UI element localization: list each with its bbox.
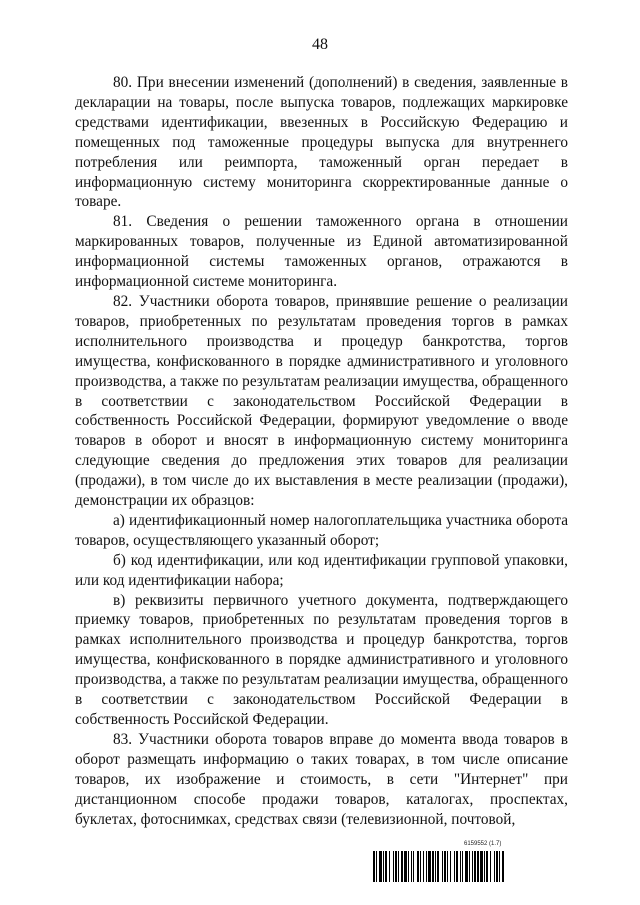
document-code: 6159552 (1.7) — [464, 841, 502, 847]
page-number: 48 — [312, 36, 328, 53]
paragraph-83: 83. Участники оборота товаров вправе до момента ввода товаров в оборот размещать информацию о таких товарах, в том числе описание товаров, их изображение и стоимость, в сети "Интернет" при дистанционном способе продажи товаров, каталогах, проспектах, буклетах, фотоснимках, средствах связи (телевизионной, почтовой, — [75, 730, 568, 828]
list-item-v: в) реквизиты первичного учетного документа, подтверждающего приемку товаров, приобретенных по результатам проведения торгов в рамках исполнительного производства и процедур банкротства, торгов имущества, конфискованного в порядке административного и уголовного производства, а также по результатам реализации имущества, обращенного в соответствии с законодательством Российской Федерации в собственность Российской Федерации. — [75, 591, 568, 728]
paragraph-80: 80. При внесении изменений (дополнений) в сведения, заявленные в декларации на товары, после выпуска товаров, подлежащих маркировке средствами идентификации, ввезенных в Российскую Федерацию и помещенных под таможенные процедуры выпуска для внутреннего потребления или реимпорта, таможенный орган передает в информационную систему мониторинга скорректированные данные о товаре. — [75, 74, 568, 211]
paragraph-82: 82. Участники оборота товаров, принявшие решение о реализации товаров, приобретенных по результатам проведения торгов в рамках исполнительного производства и процедур банкротства, торгов имущества, конфискованного в порядке административного и уголовного производства, а также по результатам реализации имущества, обращенного в соответствии с законодательством Российской Федерации в собственность Российской Федерации, формируют уведомление о вводе товаров в оборот и вносят в информационную систему мониторинга следующие сведения до предложения этих товаров для реализации (продажи), в том числе до их выставления в месте реализации (продажи), демонстрации их образцов: — [75, 292, 568, 510]
document-body — [75, 73, 568, 829]
paragraph-81: 81. Сведения о решении таможенного органа в отношении маркированных товаров, полученные из Единой автоматизированной информационной системы таможенных органов, отражаются в информационной системе мониторинга. — [75, 213, 568, 291]
list-item-b: б) код идентификации, или код идентификации групповой упаковки, или код идентификации набора; — [75, 551, 568, 589]
list-item-a: а) идентификационный номер налогоплательщика участника оборота товаров, осуществляющего указанный оборот; — [75, 511, 568, 549]
barcode-icon — [373, 851, 567, 882]
